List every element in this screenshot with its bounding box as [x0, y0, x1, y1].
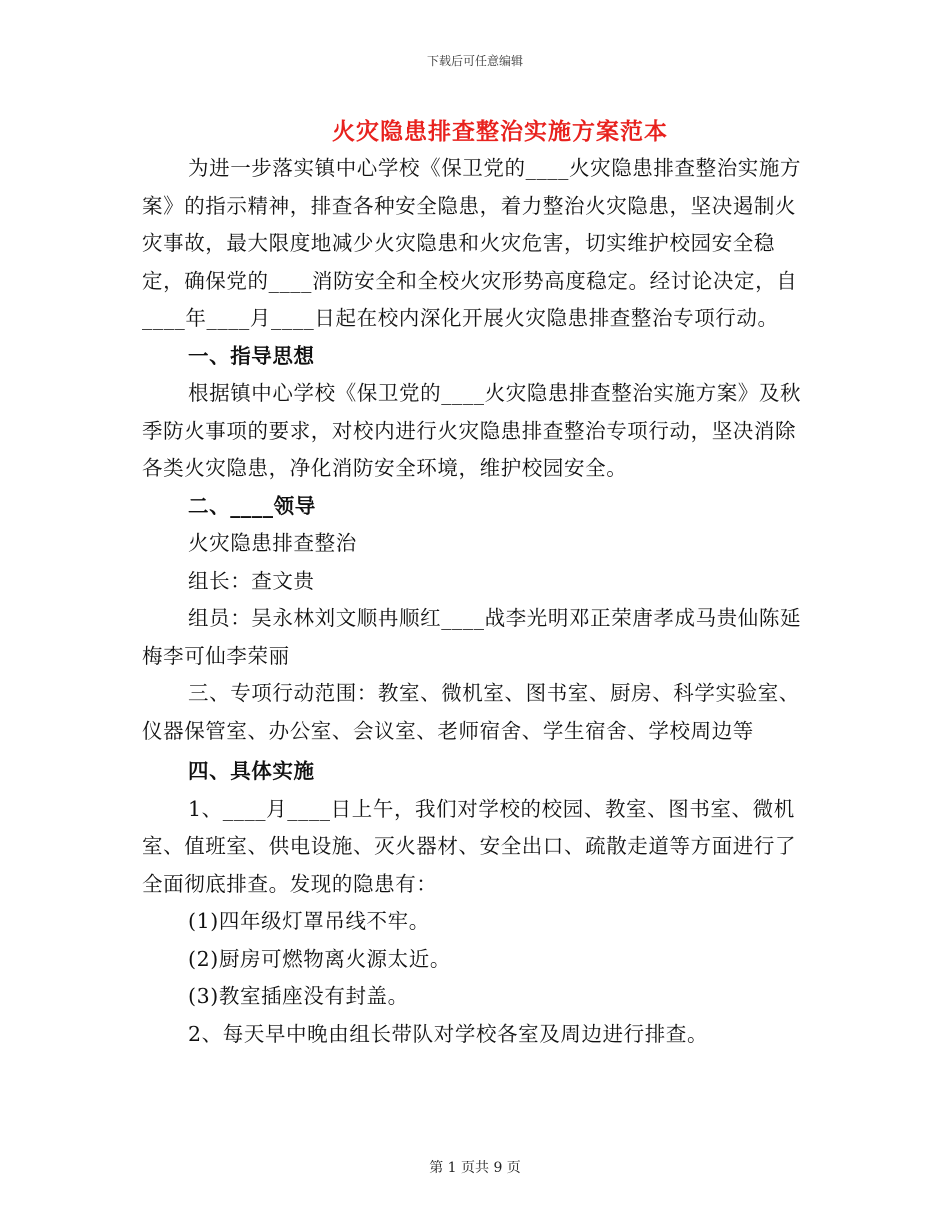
section-heading-leadership: 二、____领导 [188, 493, 316, 518]
page-footer-page-number: 第 1 页共 9 页 [429, 1160, 521, 1176]
document-body [142, 150, 810, 1053]
leadership-group-members: 组员：吴永林刘文顺冉顺红____战李光明邓正荣唐孝成马贵仙陈延梅李可仙李荣丽 [142, 606, 802, 668]
implementation-paragraph-2: 2、每天早中晚由组长带队对学校各室及周边进行排查。 [188, 1021, 709, 1046]
hazard-item-2: (2)厨房可燃物离火源太近。 [188, 946, 451, 971]
implementation-paragraph-1: 1、____月____日上午，我们对学校的校园、教室、图书室、微机室、值班室、供电设施、灭火器材、安全出口、疏散走道等方面进行了全面彻底排查。发现的隐患有： [142, 796, 797, 896]
section-heading-guiding-thought: 一、指导思想 [188, 343, 315, 368]
document-title: 火灾隐患排查整治实施方案范本 [332, 118, 668, 145]
leadership-group-leader: 组长：查文贵 [188, 568, 315, 593]
hazard-item-3: (3)教室插座没有封盖。 [188, 984, 409, 1008]
leadership-group-name: 火灾隐患排查整治 [188, 531, 357, 555]
intro-paragraph: 为进一步落实镇中心学校《保卫党的____火灾隐患排查整治实施方案》的指示精神，排查各种安全隐患，着力整治火灾隐患，坚决遏制火灾事故，最大限度地减少火灾隐患和火灾危害，切实维护校园安全稳定，确保党的____消防安全和全校火灾形势高度稳定。经讨论决定，自____年____月____日起在校内深化开展火灾隐患排查整治专项行动。 [142, 156, 802, 330]
hazard-item-1: (1)四年级灯罩吊线不牢。 [188, 909, 430, 933]
section-heading-implementation: 四、具体实施 [188, 759, 315, 783]
action-scope-paragraph: 三、专项行动范围：教室、微机室、图书室、厨房、科学实验室、仪器保管室、办公室、会议室、老师宿舍、学生宿舍、学校周边等 [142, 681, 800, 743]
page-header-note: 下载后可任意编辑 [426, 54, 523, 68]
guiding-thought-paragraph: 根据镇中心学校《保卫党的____火灾隐患排查整治实施方案》及秋季防火事项的要求，对校内进行火灾隐患排查整治专项行动，坚决消除各类火灾隐患，净化消防安全环境，维护校园安全。 [142, 381, 802, 480]
